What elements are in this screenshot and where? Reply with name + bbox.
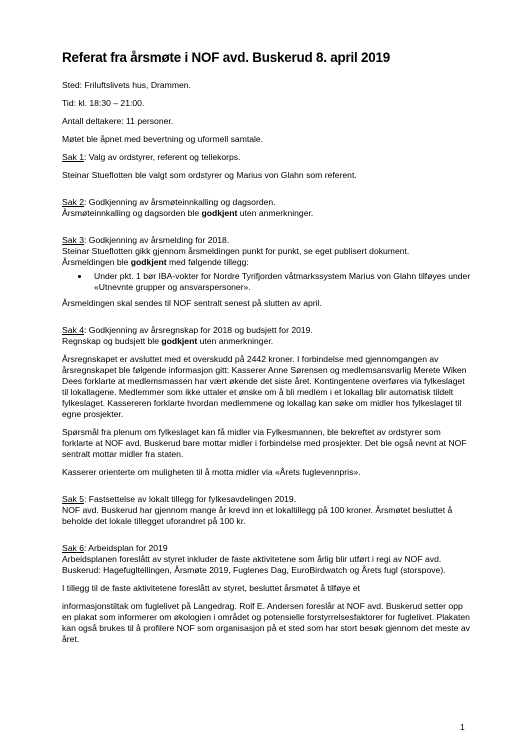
sak2-text	[62, 208, 472, 219]
meeting-time: Tid: kl. 18:30 – 21:00.	[62, 98, 145, 108]
sak4-label: Sak 4	[62, 325, 84, 335]
meeting-opening: Møtet ble åpnet med bevertning og uformell samtale.	[62, 134, 264, 144]
sak1-heading	[62, 152, 472, 163]
sak3-title: : Godkjenning av årsmelding for 2018.	[83, 235, 230, 245]
sak3-line2-b: med følgende tillegg:	[166, 257, 249, 267]
sak3-label: Sak 3	[62, 235, 84, 245]
sak4-para2: Spørsmål fra plenum om fylkeslaget kan få midler via Fylkesmannen, ble bekreftet av ordstyrer som forklarte at NOF avd. Buskerud bare mottar midler i forbindelse med prosjekter. Det ble også nevnt at NOF sentralt mottar midler fra staten.	[62, 427, 467, 459]
sak5-label: Sak 5	[62, 494, 84, 504]
sak3-line2-bold: godkjent	[130, 257, 167, 267]
sak3-closing: Årsmeldingen skal sendes til NOF sentralt senest på slutten av april.	[62, 298, 322, 308]
sak2-text-a: Årsmøteinnkalling og dagsorden ble	[62, 208, 202, 218]
sak4-approval	[62, 336, 472, 347]
sak6-para2: I tillegg til de faste aktivitetene foreslått av styret, besluttet årsmøtet å tilføye et	[62, 583, 361, 593]
sak5-title: : Fastsettelse av lokalt tillegg for fylkesavdelingen 2019.	[83, 494, 297, 504]
sak4-line-a: Regnskap og budsjett ble	[62, 336, 162, 346]
sak2-heading	[62, 197, 472, 208]
sak5-section	[62, 494, 472, 527]
sak4-line-bold: godkjent	[161, 336, 198, 346]
sak3-line2	[62, 257, 472, 268]
sak6-para3: informasjonstiltak om fuglelivet på Langedrag. Rolf E. Andersen foreslår at NOF avd. Buskerud setter opp en plakat som informerer om økologien i området og potensielle forstyrrelsesfaktorer for fuglelivet. Plakaten kan også brukes til å profilere NOF som organisasjon på et sted som har stort besøk gjennom det meste av året.	[62, 601, 470, 644]
document-title: Referat fra årsmøte i NOF avd. Buskerud 8. april 2019	[62, 50, 391, 65]
sak4-title: : Godkjenning av årsregnskap for 2018 og budsjett for 2019.	[83, 325, 313, 335]
sak3-line2-a: Årsmeldingen ble	[62, 257, 131, 267]
sak5-heading	[62, 494, 472, 505]
sak6-label: Sak 6	[62, 543, 84, 553]
sak3-line1: Steinar Stueflotten gikk gjennom årsmeldingen punkt for punkt, se eget publisert dokument.	[62, 246, 410, 256]
sak1-label: Sak 1	[62, 152, 84, 162]
sak1-text: Steinar Stueflotten ble valgt som ordstyrer og Marius von Glahn som referent.	[62, 170, 357, 180]
sak6-para1: Arbeidsplanen foreslått av styret inkluder de faste aktivitetene som årlig blir utført i regi av NOF avd. Buskerud: Hagefugltellingen, Årsmøte 2019, Fuglenes Dag, EuroBirdwatch og Årets fugl (storspove).	[62, 554, 446, 575]
sak4-para3: Kasserer orienterte om muligheten til å motta midler via «Årets fuglevennpris».	[62, 467, 361, 477]
sak4-line-b: uten anmerkninger.	[197, 336, 274, 346]
sak4-para1: Årsregnskapet er avsluttet med et overskudd på 2442 kroner. I forbindelse med gjennomgangen av årsregnskapet ble følgende informasjon gitt: Kasserer Anne Sørensen og medlemsansvarlig Merete Wiken Dees forklarte at medlemsmassen har vært økende det siste året. Kontingentene overføres via fylkeslaget til lokallagene. Medlemmer som ikke uttaler et ønske om å bli medlem i et lokallag blir automatisk tildelt fylkeslaget. Kassereren forklarte hvordan medlemmene og lokallag kan søke om midler hos fylkeslaget til egne prosjekter.	[62, 354, 467, 419]
sak2-title: : Godkjenning av årsmøteinnkalling og dagsorden.	[83, 197, 276, 207]
sak3-bullet-list	[62, 271, 472, 293]
sak3-bullet: • Under pkt. 1 bør IBA-vokter for Nordre Tyrifjorden våtmarkssystem Marius von Glahn tilføyes under «Utnevnte grupper og ansvarspersoner».	[90, 271, 472, 293]
sak4-section	[62, 325, 472, 478]
sak6-title: : Arbeidsplan for 2019	[83, 543, 168, 553]
sak2-text-bold: godkjent	[201, 208, 238, 218]
sak3-heading	[62, 235, 472, 246]
attendee-count: Antall deltakere: 11 personer.	[62, 116, 174, 126]
sak2-label: Sak 2	[62, 197, 84, 207]
document-body	[62, 50, 472, 645]
sak5-text: NOF avd. Buskerud har gjennom mange år krevd inn et lokaltillegg på 100 kroner. Årsmøtet besluttet å beholde det lokale tillegget uforandret på 100 kr.	[62, 505, 453, 526]
sak2-text-b: uten anmerkninger.	[237, 208, 314, 218]
sak3-section	[62, 235, 472, 309]
meeting-location: Sted: Friluftslivets hus, Drammen.	[62, 80, 191, 90]
sak6-section	[62, 543, 472, 645]
page-number: 1	[460, 722, 465, 732]
sak2-section	[62, 197, 472, 219]
sak4-heading	[62, 325, 472, 336]
sak1-title: : Valg av ordstyrer, referent og tellekorps.	[83, 152, 241, 162]
sak6-heading	[62, 543, 472, 554]
